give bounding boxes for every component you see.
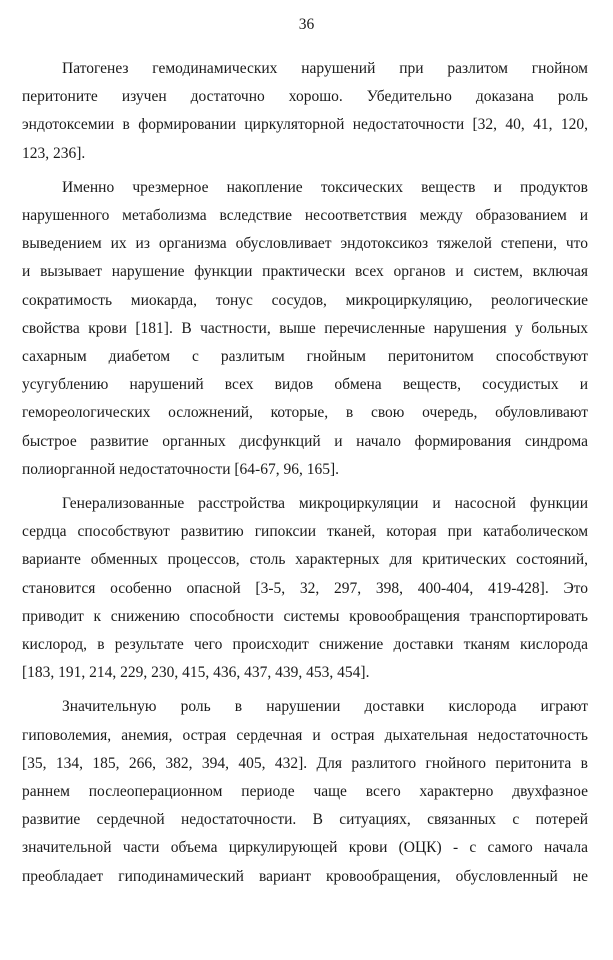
text-line: гемореологических осложнений, которые, в свою очередь, обуловливают [22, 404, 588, 422]
paragraph [22, 490, 588, 687]
text-line: приводит к снижению способности системы кровообращения транспортировать [22, 607, 588, 625]
text-line: Патогенез гемодинамических нарушений при разлитом гнойном [62, 60, 588, 77]
text-line: преобладает гиподинамический вариант кровообращения, обусловленный не [22, 867, 588, 885]
text-line: Именно чрезмерное накопление токсических веществ и продуктов [62, 178, 588, 196]
paragraph [22, 55, 588, 168]
text-line: [35, 134, 185, 266, 382, 394, 405, 432]. Для разлитого гнойного перитонита в [22, 754, 588, 772]
text-line: свойства крови [181]. В частности, выше перечисленные нарушения у больных [22, 319, 588, 337]
text-line: кислород, в результате чего происходит снижение доставки тканям кислорода [22, 636, 588, 654]
text-line: Значительную роль в нарушении доставки кислорода играют [62, 698, 588, 716]
text-line: усугублению нарушений всех видов обмена веществ, сосудистых и [22, 376, 588, 394]
text-line: сахарным диабетом с разлитым гнойным перитонитом способствуют [22, 348, 588, 366]
text-line: выведением их из организма обусловливает эндотоксикоз тяжелой степени, что [22, 235, 588, 253]
body-text [22, 55, 588, 897]
text-line: [183, 191, 214, 229, 230, 415, 436, 437, 439, 453, 454]. [22, 664, 370, 682]
text-line: сердца способствуют развитию гипоксии тканей, которая при катаболическом [22, 523, 588, 541]
text-line: становится особенно опасной [3-5, 32, 297, 398, 400-404, 419-428]. Это [22, 579, 588, 597]
text-line: развитие сердечной недостаточности. В ситуациях, связанных с потерей [22, 811, 588, 829]
text-line: варианте обменных процессов, столь характерных для критических состояний, [22, 551, 588, 569]
text-line: эндотоксемии в формировании циркуляторной недостаточности [32, 40, 41, 120, [22, 116, 588, 134]
text-line: быстрое развитие органных дисфункций и начало формирования синдрома [22, 432, 588, 450]
text-line: полиорганной недостаточности [64-67, 96, 165]. [22, 460, 340, 478]
text-line: сократимость миокарда, тонус сосудов, микроциркуляцию, реологические [22, 291, 588, 309]
text-line: нарушенного метаболизма вследствие несоответствия между образованием и [22, 207, 588, 225]
text-line: раннем послеоперационном периоде чаще всего характерно двухфазное [22, 783, 588, 801]
text-line: перитоните изучен достаточно хорошо. Убедительно доказана роль [22, 88, 588, 106]
paragraph [22, 174, 588, 484]
page-number: 36 [298, 16, 315, 33]
text-line: 123, 236]. [22, 144, 86, 162]
text-line: Генерализованные расстройства микроциркуляции и насосной функции [62, 495, 588, 513]
text-line: значительной части объема циркулирующей крови (ОЦК) - с самого начала [22, 839, 588, 857]
text-line: и вызывает нарушение функции практически всех органов и систем, включая [22, 263, 588, 281]
text-line: гиповолемия, анемия, острая сердечная и острая дыхательная недостаточность [22, 726, 588, 744]
paragraph [22, 693, 588, 890]
